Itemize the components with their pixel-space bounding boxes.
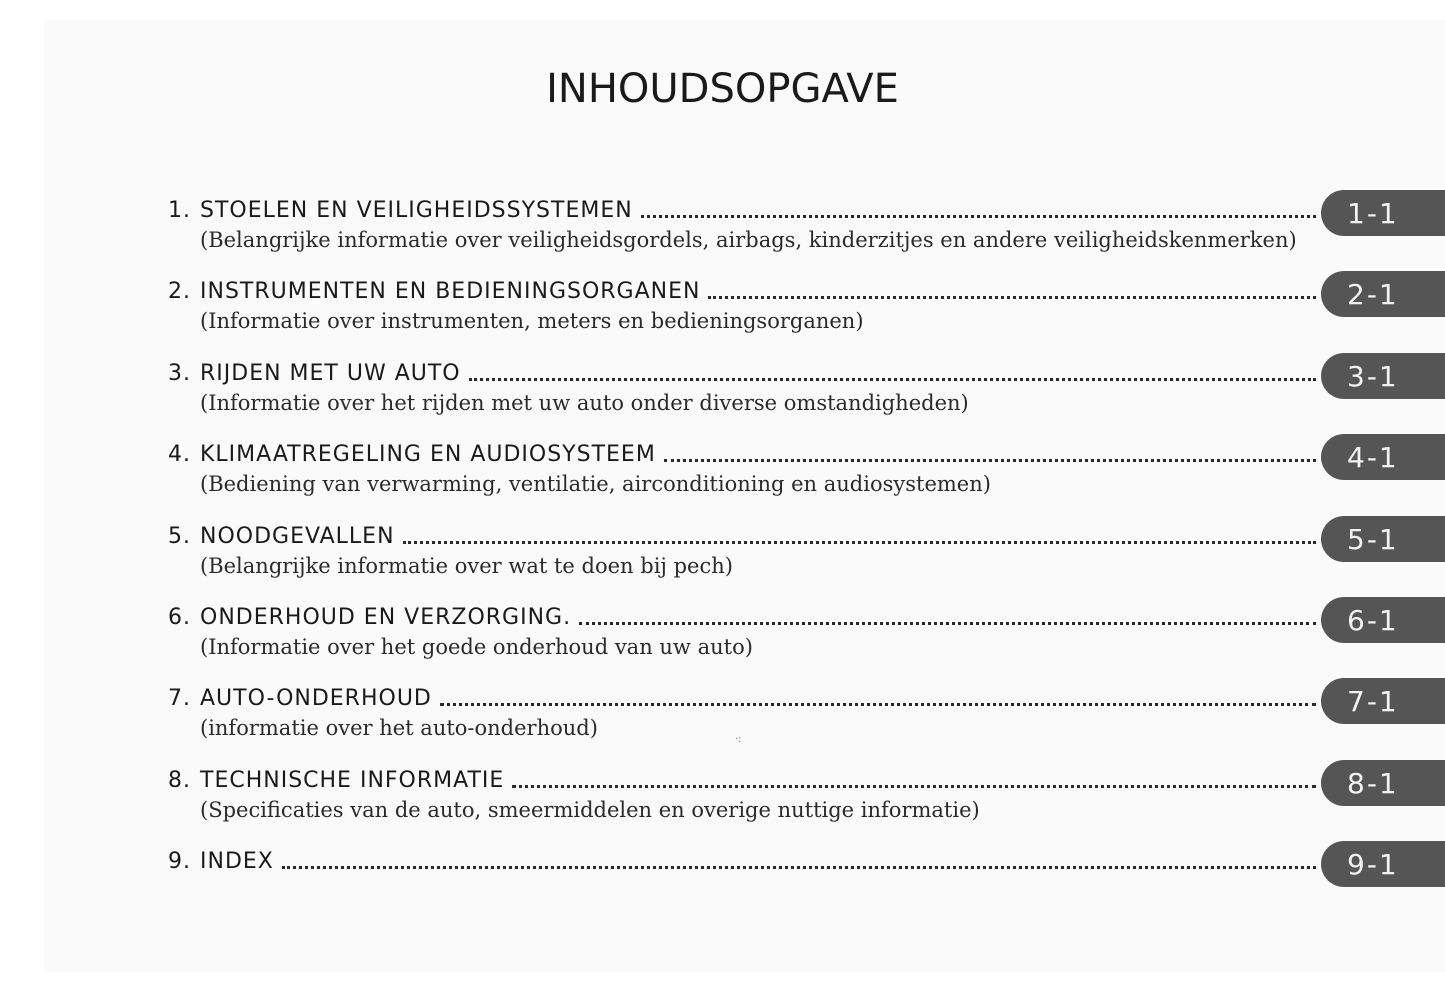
toc-entry[interactable]: [168, 603, 1445, 673]
dotted-leader: [403, 541, 1316, 544]
chapter-tab[interactable]: 5-1: [1321, 516, 1445, 562]
toc-entry-title: TECHNISCHE INFORMATIE: [200, 768, 505, 793]
chapter-tab[interactable]: 1-1: [1321, 190, 1445, 236]
toc-entry-line: [168, 522, 1316, 552]
toc-entry-title: ONDERHOUD EN VERZORGING.: [200, 605, 572, 630]
toc-entry-heading: [168, 684, 432, 714]
chapter-tab[interactable]: 2-1: [1321, 271, 1445, 317]
toc-entry-number: 7.: [168, 686, 191, 711]
dotted-leader: [579, 622, 1316, 625]
toc-entry[interactable]: [168, 684, 1445, 754]
dotted-leader: [512, 785, 1316, 788]
toc-entry[interactable]: [168, 277, 1445, 347]
dotted-leader: [440, 703, 1316, 706]
toc-entry-heading: [168, 277, 700, 307]
toc-entry-line: [168, 847, 1316, 877]
toc-entry[interactable]: [168, 359, 1445, 429]
chapter-tab[interactable]: 3-1: [1321, 353, 1445, 399]
toc-entry-title: KLIMAATREGELING EN AUDIOSYSTEEM: [200, 442, 656, 467]
toc-entry-title: AUTO-ONDERHOUD: [200, 686, 432, 711]
toc-entry-line: [168, 766, 1316, 796]
toc-entry-line: [168, 440, 1316, 470]
chapter-tab[interactable]: 8-1: [1321, 760, 1445, 806]
toc-entry-line: [168, 277, 1316, 307]
toc-entry-description: (Informatie over het goede onderhoud van uw auto): [200, 635, 753, 659]
toc-entry-title: INSTRUMENTEN EN BEDIENINGSORGANEN: [200, 279, 701, 304]
toc-entry-title: STOELEN EN VEILIGHEIDSSYSTEMEN: [200, 198, 633, 223]
toc-entry-number: 4.: [168, 442, 191, 467]
page-title: INHOUDSOPGAVE: [546, 66, 899, 112]
toc-entry[interactable]: [168, 522, 1445, 592]
toc-entry-title: RIJDEN MET UW AUTO: [200, 361, 461, 386]
toc-entry-heading: [168, 603, 571, 633]
toc-entry-description: (Informatie over instrumenten, meters en bedieningsorganen): [200, 309, 864, 333]
toc-entry-number: 3.: [168, 361, 191, 386]
chapter-tab[interactable]: 9-1: [1321, 841, 1445, 887]
toc-entry-heading: [168, 522, 395, 552]
toc-entry-heading: [168, 359, 461, 389]
toc-entry-number: 2.: [168, 279, 191, 304]
dotted-leader: [282, 866, 1316, 869]
toc-entry-description: (Belangrijke informatie over veiligheidsgordels, airbags, kinderzitjes en andere veiligheidskenmerken): [200, 228, 1297, 252]
dotted-leader: [641, 215, 1316, 218]
toc-entry-line: [168, 359, 1316, 389]
dotted-leader: [664, 459, 1316, 462]
toc-entry-number: 5.: [168, 524, 191, 549]
toc-entry-heading: [168, 847, 274, 877]
toc-entry-description: (informatie over het auto-onderhoud): [200, 716, 598, 740]
toc-entry-number: 9.: [168, 849, 191, 874]
dotted-leader: [469, 378, 1316, 381]
toc-entry-description: (Informatie over het rijden met uw auto onder diverse omstandigheden): [200, 391, 969, 415]
scan-speck: ·:: [735, 734, 742, 745]
chapter-tab[interactable]: 4-1: [1321, 434, 1445, 480]
dotted-leader: [708, 296, 1316, 299]
chapter-tab[interactable]: 7-1: [1321, 678, 1445, 724]
chapter-tab[interactable]: 6-1: [1321, 597, 1445, 643]
toc-entry[interactable]: [168, 847, 1445, 917]
toc-entry-number: 1.: [168, 198, 191, 223]
toc-entry-description: (Belangrijke informatie over wat te doen bij pech): [200, 554, 733, 578]
toc-entry-heading: [168, 440, 656, 470]
toc-entry-line: [168, 603, 1316, 633]
toc-entry-title: NOODGEVALLEN: [200, 524, 395, 549]
toc-entry-description: (Bediening van verwarming, ventilatie, airconditioning en audiosystemen): [200, 472, 991, 496]
toc-entry[interactable]: [168, 766, 1445, 836]
toc-entry-number: 6.: [168, 605, 191, 630]
toc-entry-description: (Specificaties van de auto, smeermiddelen en overige nuttige informatie): [200, 798, 980, 822]
toc-entry[interactable]: [168, 196, 1445, 266]
toc-entry-heading: [168, 766, 504, 796]
toc-entry-heading: [168, 196, 633, 226]
toc-entry-line: [168, 196, 1316, 226]
toc-entry-number: 8.: [168, 768, 191, 793]
toc-entry-title: INDEX: [200, 849, 274, 874]
toc-entry[interactable]: [168, 440, 1445, 510]
toc-entry-line: [168, 684, 1316, 714]
